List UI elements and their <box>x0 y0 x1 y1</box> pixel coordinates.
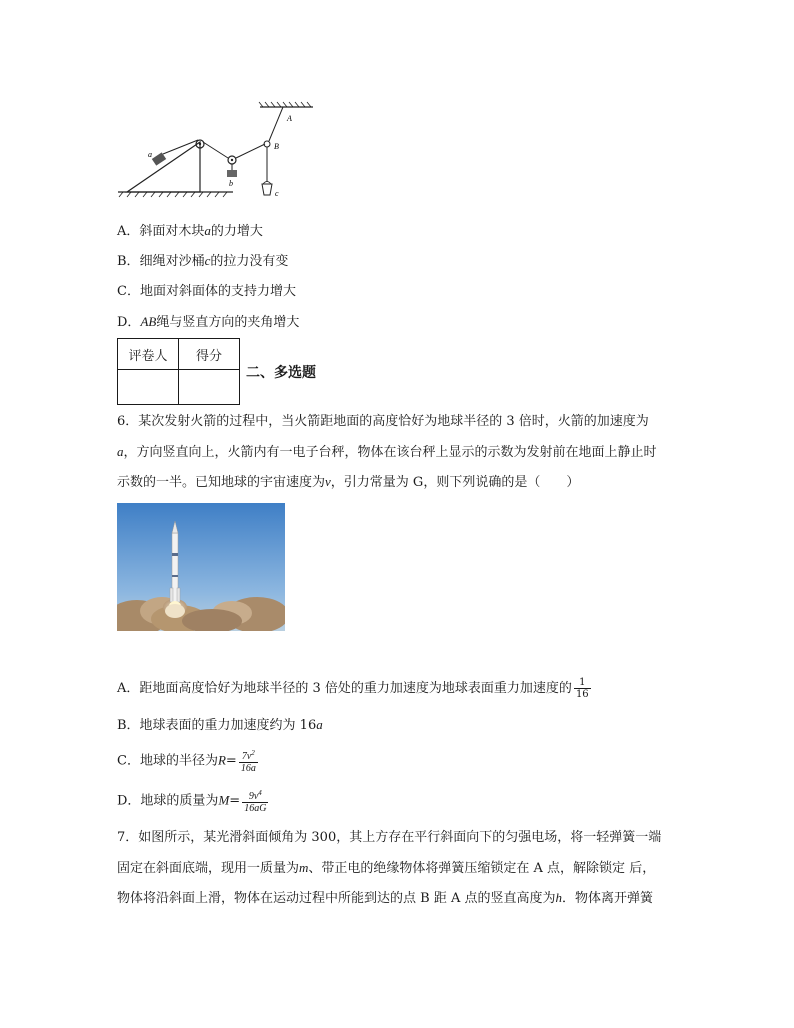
label-B: B <box>274 142 279 151</box>
pulley-incline-diagram <box>115 100 325 200</box>
label-b: b <box>229 179 233 188</box>
fraction-mass: $\frac{9v^4}{16aG}$ <box>244 789 267 814</box>
q6-option-b: B．地球表面的重力加速度约为 16a <box>117 717 323 733</box>
q6-stem-line-1: 6．某次发射火箭的过程中，当火箭距地面的高度恰好为地球半径的 3 倍时，火箭的加速度为 <box>117 414 649 429</box>
label-a: a <box>148 150 152 159</box>
fraction-radius: $\frac{7v^2}{16a}$ <box>240 749 256 774</box>
q5-option-b: B．细绳对沙桶c的拉力没有变 <box>117 253 289 269</box>
q5-option-c: C．地面对斜面体的支持力增大 <box>117 284 296 299</box>
label-c: c <box>275 189 279 198</box>
q5-option-a: A．斜面对木块a的力增大 <box>117 223 263 239</box>
q7-line-1: 7．如图所示，某光滑斜面倾角为 300，其上方存在平行斜面向下的匀强电场，将一轻弹簧一端 <box>117 830 662 845</box>
q6-stem-line-3: 示数的一半。已知地球的宇宙速度为v，引力常量为 G，则下列说确的是（ ） <box>117 474 580 490</box>
score-table-header-grader: 评卷人 <box>118 339 179 370</box>
section-title: 二、多选题 <box>246 365 316 381</box>
q6-option-a: A．距地面高度恰好为地球半径的 3 倍处的重力加速度为地球表面重力加速度的 $\frac{1}{16}$ <box>117 677 589 700</box>
q5-option-d: D．AB绳与竖直方向的夹角增大 <box>117 314 300 330</box>
rocket-launch-photo <box>117 503 285 631</box>
fraction-1-16: $\frac{1}{16}$ <box>575 677 589 700</box>
label-A: A <box>287 114 292 123</box>
q6-stem-line-2: a，方向竖直向上，火箭内有一电子台秤，物体在该台秤上显示的示数为发射前在地面上静止时 <box>117 444 657 460</box>
score-table-cell-score[interactable] <box>179 370 240 405</box>
q7-line-3: 物体将沿斜面上滑，物体在运动过程中所能到达的点 B 距 A 点的竖直高度为h．物体离开弹簧 <box>117 890 653 906</box>
q7-line-2: 固定在斜面底端，现用一质量为m、带正电的绝缘物体将弹簧压缩锁定在 A 点，解除锁定 后， <box>117 860 656 876</box>
q6-option-c: C．地球的半径为R= $\frac{7v^2}{16a}$ <box>117 749 256 774</box>
score-table-cell-grader[interactable] <box>118 370 179 405</box>
score-table-header-score: 得分 <box>179 339 240 370</box>
q6-option-d: D．地球的质量为M= $\frac{9v^4}{16aG}$ <box>117 789 267 814</box>
score-table <box>117 338 240 405</box>
